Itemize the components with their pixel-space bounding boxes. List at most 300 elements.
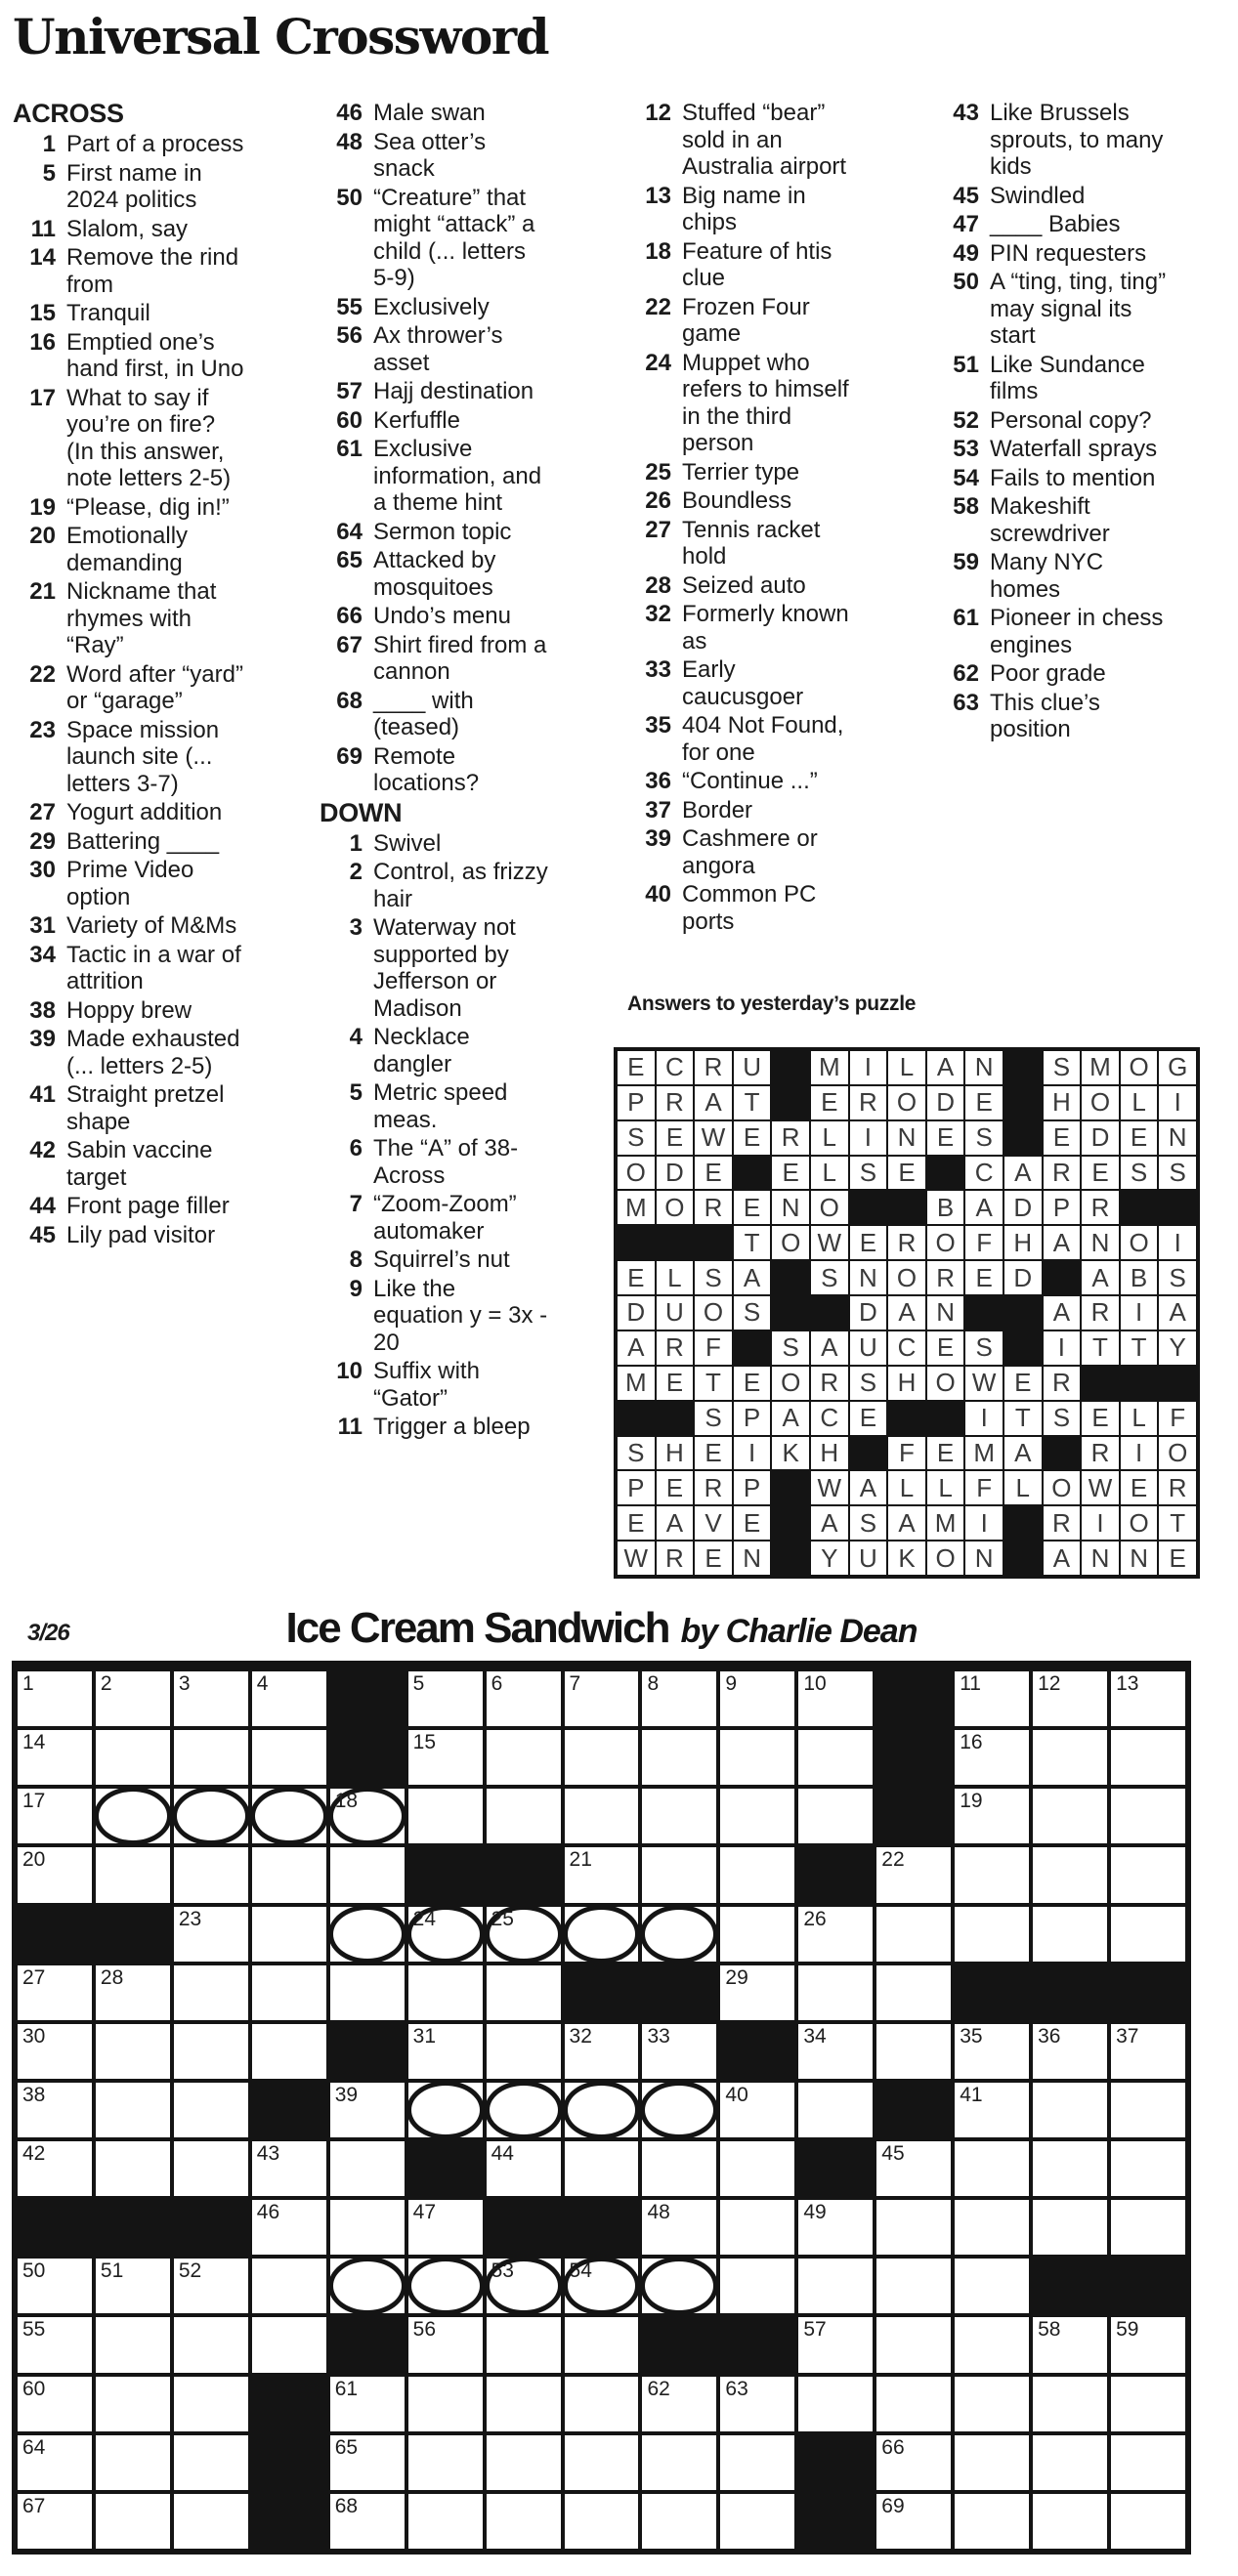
cell-number: 38 — [22, 2083, 46, 2106]
solution-letter: O — [1168, 1437, 1188, 1467]
grid-cell[interactable] — [718, 1845, 796, 1904]
grid-cell[interactable] — [406, 1905, 485, 1964]
clue-down-24 — [628, 350, 926, 457]
grid-cell[interactable] — [563, 2081, 641, 2139]
grid-cell[interactable] — [172, 2257, 250, 2315]
cell-number: 51 — [100, 2259, 124, 2283]
grid-cell[interactable] — [94, 2492, 172, 2551]
grid-cell[interactable] — [718, 1669, 796, 1728]
grid-cell[interactable] — [250, 2139, 328, 2198]
grid-cell[interactable] — [328, 2081, 406, 2139]
grid-cell[interactable] — [1031, 1787, 1109, 1845]
grid-cell[interactable] — [875, 1964, 953, 2022]
solution-letter: G — [1168, 1052, 1188, 1082]
grid-cell[interactable] — [1031, 2375, 1109, 2433]
grid-cell[interactable] — [94, 2081, 172, 2139]
solution-letter: N — [743, 1542, 761, 1573]
grid-cell[interactable] — [875, 1905, 953, 1964]
solution-letter: E — [743, 1507, 761, 1538]
grid-cell[interactable] — [172, 2315, 250, 2374]
grid-cell[interactable] — [485, 2081, 563, 2139]
cell-number: 16 — [960, 1731, 983, 1754]
grid-cell[interactable] — [640, 2022, 718, 2081]
grid-cell — [849, 1295, 888, 1330]
grid-cell[interactable] — [796, 1728, 875, 1787]
black-cell — [849, 1190, 888, 1225]
solution-letter: A — [782, 1403, 799, 1433]
grid-cell[interactable] — [250, 1964, 328, 2022]
clue-number: 16 — [29, 328, 56, 356]
clue-down-58 — [936, 493, 1234, 547]
grid-cell[interactable] — [796, 1905, 875, 1964]
grid-cell[interactable] — [16, 2375, 94, 2433]
clue-text: Sermon topic — [373, 518, 512, 545]
solution-letter: A — [1052, 1542, 1071, 1573]
grid-cell[interactable] — [563, 2139, 641, 2198]
grid-cell[interactable] — [796, 2257, 875, 2315]
cell-number: 52 — [178, 2259, 202, 2283]
grid-cell[interactable] — [406, 2022, 485, 2081]
black-cell — [1081, 1366, 1120, 1401]
grid-cell[interactable] — [796, 2198, 875, 2257]
grid-cell[interactable] — [172, 1728, 250, 1787]
grid-cell — [694, 1156, 733, 1191]
grid-cell — [1120, 1085, 1159, 1120]
grid-cell[interactable] — [1031, 1905, 1109, 1964]
grid-cell[interactable] — [1109, 2315, 1187, 2374]
grid-cell[interactable] — [640, 2257, 718, 2315]
grid-cell[interactable] — [640, 1845, 718, 1904]
grid-cell — [887, 1120, 926, 1156]
clue-number: 65 — [336, 547, 363, 573]
solution-letter: O — [1089, 1087, 1111, 1118]
grid-cell[interactable] — [406, 2081, 485, 2139]
clue-across-15 — [13, 300, 311, 327]
grid-cell[interactable] — [94, 2139, 172, 2198]
grid-cell[interactable] — [640, 2433, 718, 2492]
clue-down-3 — [320, 914, 618, 1022]
solution-letter: P — [627, 1472, 645, 1502]
clue-down-63 — [936, 690, 1234, 743]
grid-cell[interactable] — [16, 2315, 94, 2374]
grid-cell[interactable] — [1031, 2492, 1109, 2551]
grid-cell[interactable] — [16, 2081, 94, 2139]
solution-letter: S — [859, 1507, 877, 1538]
clue-down-1 — [320, 830, 618, 858]
grid-cell — [926, 1190, 965, 1225]
grid-cell[interactable] — [250, 2257, 328, 2315]
solution-letter: O — [935, 1227, 956, 1257]
grid-cell[interactable] — [1109, 2022, 1187, 2081]
grid-cell[interactable] — [328, 2139, 406, 2198]
grid-cell[interactable] — [875, 2257, 953, 2315]
grid-cell[interactable] — [328, 1905, 406, 1964]
grid-cell[interactable] — [953, 1905, 1031, 1964]
grid-cell[interactable] — [1109, 2198, 1187, 2257]
grid-cell[interactable] — [250, 2198, 328, 2257]
clue-number: 20 — [29, 523, 56, 549]
grid-cell[interactable] — [172, 2433, 250, 2492]
grid-cell[interactable] — [485, 1964, 563, 2022]
grid-cell[interactable] — [953, 2022, 1031, 2081]
grid-cell[interactable] — [640, 2081, 718, 2139]
grid-cell[interactable] — [172, 1845, 250, 1904]
grid-cell[interactable] — [953, 2081, 1031, 2139]
cell-number: 64 — [22, 2435, 46, 2459]
clue-number: 2 — [349, 859, 363, 885]
solution-letter: U — [743, 1052, 761, 1082]
grid-cell[interactable] — [953, 2139, 1031, 2198]
grid-cell[interactable] — [16, 1845, 94, 1904]
grid-cell — [1003, 1190, 1043, 1225]
black-cell — [1003, 1085, 1043, 1120]
grid-cell[interactable] — [16, 2433, 94, 2492]
grid-cell[interactable] — [250, 2022, 328, 2081]
clue-number: 36 — [645, 768, 671, 794]
solution-letter: T — [1014, 1403, 1031, 1433]
grid-cell[interactable] — [406, 2492, 485, 2551]
solution-letter: E — [704, 1437, 722, 1467]
solution-letter: S — [1052, 1403, 1071, 1433]
grid-cell — [1120, 1156, 1159, 1191]
grid-cell[interactable] — [1031, 2081, 1109, 2139]
black-cell — [1031, 1964, 1109, 2022]
clue-number: 27 — [29, 799, 56, 825]
grid-cell[interactable] — [875, 2198, 953, 2257]
grid-cell[interactable] — [94, 1845, 172, 1904]
grid-cell[interactable] — [485, 1905, 563, 1964]
clue-text: Sabin vaccine target — [66, 1137, 213, 1191]
cell-number: 19 — [960, 1790, 983, 1813]
cell-number: 50 — [22, 2259, 46, 2283]
grid-cell[interactable] — [328, 2433, 406, 2492]
grid-cell[interactable] — [1109, 1728, 1187, 1787]
solution-letter: D — [1013, 1192, 1033, 1222]
black-cell — [796, 2492, 875, 2551]
grid-cell[interactable] — [172, 2022, 250, 2081]
grid-cell[interactable] — [16, 1787, 94, 1845]
grid-cell[interactable] — [563, 2257, 641, 2315]
solution-letter: O — [935, 1542, 956, 1573]
solution-letter: I — [1174, 1087, 1181, 1118]
grid-cell[interactable] — [485, 2139, 563, 2198]
grid-cell[interactable] — [718, 1728, 796, 1787]
grid-cell[interactable] — [16, 2139, 94, 2198]
grid-cell[interactable] — [640, 1905, 718, 1964]
cell-number: 32 — [569, 2024, 592, 2048]
clue-number: 61 — [336, 436, 363, 462]
clue-text: Exclusively — [373, 293, 490, 320]
cell-number: 41 — [960, 2083, 983, 2106]
grid-cell[interactable] — [1031, 2315, 1109, 2374]
grid-cell[interactable] — [640, 2375, 718, 2433]
solution-letter: D — [1013, 1262, 1033, 1292]
grid-cell[interactable] — [328, 1964, 406, 2022]
grid-cell[interactable] — [250, 1728, 328, 1787]
grid-cell[interactable] — [485, 2257, 563, 2315]
grid-cell[interactable] — [172, 1787, 250, 1845]
grid-cell[interactable] — [485, 1728, 563, 1787]
grid-cell[interactable] — [328, 2375, 406, 2433]
grid-cell — [733, 1541, 772, 1576]
grid-cell[interactable] — [328, 2257, 406, 2315]
grid-cell — [926, 1260, 965, 1295]
puzzle-grid[interactable] — [12, 1661, 1191, 2555]
grid-cell[interactable] — [172, 1905, 250, 1964]
clue-across-61 — [320, 436, 618, 517]
grid-cell[interactable] — [485, 2022, 563, 2081]
grid-cell[interactable] — [406, 1669, 485, 1728]
grid-cell[interactable] — [94, 1964, 172, 2022]
solution-letter: O — [1129, 1227, 1149, 1257]
grid-cell[interactable] — [718, 2433, 796, 2492]
grid-cell[interactable] — [172, 2492, 250, 2551]
grid-cell[interactable] — [718, 2257, 796, 2315]
grid-cell[interactable] — [94, 1728, 172, 1787]
clue-number: 5 — [349, 1079, 363, 1106]
grid-cell[interactable] — [16, 1728, 94, 1787]
cell-number: 30 — [22, 2024, 46, 2048]
solution-letter: E — [743, 1192, 761, 1222]
grid-cell[interactable] — [328, 2492, 406, 2551]
solution-letter: A — [1052, 1227, 1071, 1257]
grid-cell[interactable] — [718, 2375, 796, 2433]
clue-text: Made exhausted (... letters 2-5) — [66, 1026, 240, 1079]
grid-cell[interactable] — [1031, 2139, 1109, 2198]
grid-cell[interactable] — [875, 2139, 953, 2198]
grid-cell[interactable] — [1109, 2375, 1187, 2433]
clue-number: 15 — [29, 300, 56, 326]
grid-cell[interactable] — [172, 1669, 250, 1728]
circle-marker — [640, 1905, 718, 1964]
grid-cell[interactable] — [640, 1787, 718, 1845]
grid-cell[interactable] — [16, 1669, 94, 1728]
grid-cell[interactable] — [94, 2022, 172, 2081]
grid-cell[interactable] — [953, 2315, 1031, 2374]
grid-cell[interactable] — [250, 1669, 328, 1728]
grid-cell[interactable] — [328, 1787, 406, 1845]
grid-cell[interactable] — [1109, 1905, 1187, 1964]
cell-number: 66 — [881, 2435, 905, 2459]
grid-cell[interactable] — [1109, 1669, 1187, 1728]
grid-cell[interactable] — [563, 1905, 641, 1964]
solution-letter: E — [1052, 1122, 1071, 1153]
grid-cell[interactable] — [94, 1669, 172, 1728]
grid-cell[interactable] — [16, 2492, 94, 2551]
grid-cell[interactable] — [875, 2022, 953, 2081]
clue-text: Terrier type — [682, 458, 800, 486]
clue-number: 56 — [336, 322, 363, 349]
grid-cell[interactable] — [953, 1845, 1031, 1904]
grid-cell[interactable] — [406, 2315, 485, 2374]
grid-cell[interactable] — [172, 1964, 250, 2022]
solution-letter: I — [1134, 1297, 1143, 1328]
grid-cell[interactable] — [94, 1787, 172, 1845]
puzzle-byline: by Charlie Dean — [680, 1613, 918, 1650]
grid-cell[interactable] — [953, 2198, 1031, 2257]
grid-cell[interactable] — [328, 2198, 406, 2257]
clue-number: 21 — [29, 578, 56, 605]
black-cell — [771, 1085, 810, 1120]
grid-cell — [1043, 1366, 1082, 1401]
clue-text: What to say if you’re on fire? (In this answer, note letters 2-5) — [66, 384, 232, 491]
grid-cell[interactable] — [172, 2375, 250, 2433]
grid-cell[interactable] — [953, 1728, 1031, 1787]
grid-cell[interactable] — [1031, 2198, 1109, 2257]
grid-cell[interactable] — [94, 2257, 172, 2315]
clue-number: 40 — [645, 881, 671, 908]
solution-letter: P — [743, 1403, 761, 1433]
grid-cell[interactable] — [953, 2492, 1031, 2551]
grid-cell[interactable] — [1109, 1787, 1187, 1845]
cell-number: 54 — [569, 2259, 592, 2283]
grid-cell — [617, 1085, 656, 1120]
grid-cell — [656, 1156, 695, 1191]
grid-cell[interactable] — [406, 1964, 485, 2022]
grid-cell[interactable] — [1031, 1728, 1109, 1787]
grid-cell[interactable] — [796, 2022, 875, 2081]
grid-cell[interactable] — [485, 2492, 563, 2551]
grid-cell[interactable] — [485, 2315, 563, 2374]
grid-cell[interactable] — [718, 2081, 796, 2139]
solution-letter: D — [936, 1087, 955, 1118]
grid-cell[interactable] — [640, 1728, 718, 1787]
grid-cell[interactable] — [563, 2492, 641, 2551]
grid-cell[interactable] — [94, 2433, 172, 2492]
grid-cell[interactable] — [640, 1669, 718, 1728]
grid-cell[interactable] — [875, 1845, 953, 1904]
grid-cell[interactable] — [718, 1787, 796, 1845]
clue-number: 3 — [349, 914, 363, 941]
grid-cell[interactable] — [328, 1845, 406, 1904]
grid-cell[interactable] — [406, 2257, 485, 2315]
grid-cell[interactable] — [1031, 2022, 1109, 2081]
grid-cell[interactable] — [875, 2315, 953, 2374]
grid-cell[interactable] — [250, 2315, 328, 2374]
solution-letter: E — [936, 1437, 955, 1467]
grid-cell[interactable] — [563, 2433, 641, 2492]
grid-cell[interactable] — [796, 1669, 875, 1728]
grid-cell — [1120, 1260, 1159, 1295]
grid-cell[interactable] — [796, 1787, 875, 1845]
grid-cell[interactable] — [640, 2139, 718, 2198]
grid-cell[interactable] — [796, 2315, 875, 2374]
grid-cell[interactable] — [796, 2081, 875, 2139]
grid-cell[interactable] — [250, 1787, 328, 1845]
grid-cell[interactable] — [172, 2139, 250, 2198]
clue-across-21 — [13, 578, 311, 659]
grid-cell[interactable] — [563, 1728, 641, 1787]
grid-cell[interactable] — [16, 1964, 94, 2022]
grid-cell — [887, 1295, 926, 1330]
grid-cell[interactable] — [875, 2433, 953, 2492]
grid-cell[interactable] — [796, 1964, 875, 2022]
circle-marker — [94, 1787, 172, 1845]
black-cell — [1003, 1330, 1043, 1366]
grid-cell[interactable] — [16, 2257, 94, 2315]
grid-cell[interactable] — [953, 2433, 1031, 2492]
grid-cell[interactable] — [172, 2081, 250, 2139]
grid-cell[interactable] — [406, 2198, 485, 2257]
grid-cell[interactable] — [718, 2492, 796, 2551]
grid-cell[interactable] — [640, 2492, 718, 2551]
grid-cell — [656, 1295, 695, 1330]
grid-cell[interactable] — [563, 1669, 641, 1728]
solution-letter: E — [704, 1158, 722, 1188]
grid-cell[interactable] — [563, 1845, 641, 1904]
grid-cell[interactable] — [485, 2375, 563, 2433]
solution-letter: N — [1090, 1227, 1110, 1257]
grid-cell[interactable] — [718, 1964, 796, 2022]
clue-down-59 — [936, 549, 1234, 603]
solution-letter: H — [820, 1437, 839, 1467]
cell-number: 25 — [491, 1907, 514, 1930]
grid-cell[interactable] — [406, 2375, 485, 2433]
circle-marker — [406, 2257, 485, 2315]
clue-number: 8 — [349, 1246, 363, 1273]
grid-cell[interactable] — [953, 2257, 1031, 2315]
grid-cell — [733, 1401, 772, 1436]
grid-cell[interactable] — [563, 2022, 641, 2081]
black-cell — [1043, 1436, 1082, 1471]
grid-cell[interactable] — [250, 1845, 328, 1904]
grid-cell[interactable] — [1109, 1845, 1187, 1904]
grid-cell[interactable] — [406, 2433, 485, 2492]
grid-cell[interactable] — [16, 2022, 94, 2081]
grid-cell[interactable] — [1031, 1669, 1109, 1728]
grid-cell[interactable] — [406, 1787, 485, 1845]
grid-cell[interactable] — [953, 1787, 1031, 1845]
grid-cell[interactable] — [485, 1669, 563, 1728]
solution-letter: R — [859, 1087, 877, 1118]
grid-cell[interactable] — [1109, 2139, 1187, 2198]
grid-cell[interactable] — [1031, 1845, 1109, 1904]
grid-cell[interactable] — [563, 1787, 641, 1845]
grid-cell[interactable] — [640, 2198, 718, 2257]
grid-cell[interactable] — [875, 2492, 953, 2551]
grid-cell[interactable] — [485, 2433, 563, 2492]
cell-number: 6 — [491, 1672, 503, 1695]
grid-cell[interactable] — [94, 2375, 172, 2433]
solution-letter: F — [976, 1472, 993, 1502]
grid-cell[interactable] — [875, 2375, 953, 2433]
clue-down-53 — [936, 436, 1234, 463]
solution-letter: C — [820, 1403, 839, 1433]
clue-text: Undo’s menu — [373, 603, 511, 629]
grid-cell[interactable] — [953, 2375, 1031, 2433]
grid-cell[interactable] — [718, 2198, 796, 2257]
grid-cell[interactable] — [1031, 2433, 1109, 2492]
circle-marker — [172, 1787, 250, 1845]
grid-cell — [617, 1541, 656, 1576]
grid-cell[interactable] — [563, 2315, 641, 2374]
grid-cell[interactable] — [1109, 2081, 1187, 2139]
grid-cell[interactable] — [94, 2315, 172, 2374]
grid-cell[interactable] — [563, 2375, 641, 2433]
grid-cell[interactable] — [796, 2375, 875, 2433]
grid-cell[interactable] — [718, 1905, 796, 1964]
grid-cell[interactable] — [718, 2139, 796, 2198]
black-cell — [849, 1436, 888, 1471]
solution-letter: E — [1169, 1542, 1186, 1573]
grid-cell[interactable] — [1109, 2492, 1187, 2551]
grid-cell[interactable] — [485, 1787, 563, 1845]
black-cell — [1031, 2257, 1109, 2315]
grid-cell[interactable] — [953, 1669, 1031, 1728]
grid-cell[interactable] — [406, 1728, 485, 1787]
grid-cell[interactable] — [250, 1905, 328, 1964]
grid-cell[interactable] — [1109, 2433, 1187, 2492]
